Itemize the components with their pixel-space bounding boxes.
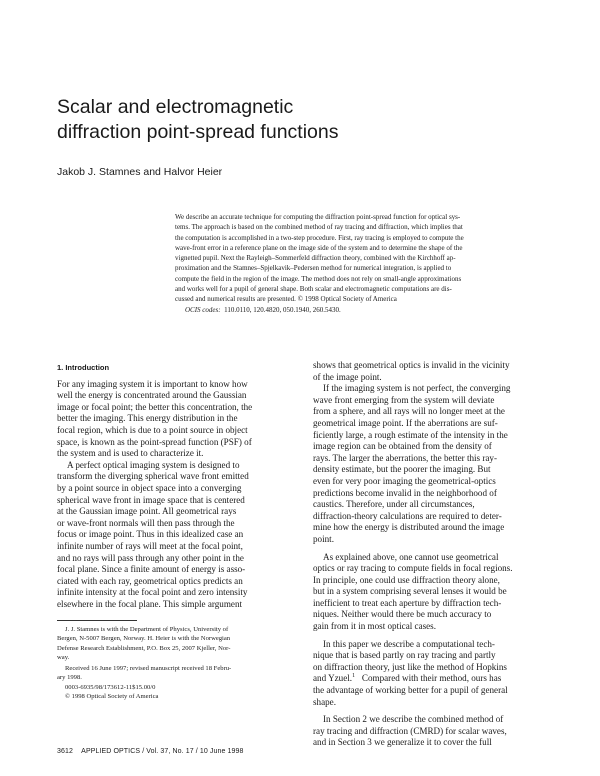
text-line: space, is known as the point-spread function (PSF) of: [57, 436, 252, 447]
text-line: niques. Neither would there be much accuracy to: [313, 609, 492, 620]
footnote-line: ary 1998.: [57, 674, 82, 682]
abstract-line: compute the field in the region of the image. The method does not rely on small-angle approximations: [175, 274, 462, 283]
text-line: optics or ray tracing to compute fields in focal regions.: [313, 563, 513, 574]
footnote-line: Received 16 June 1997; revised manuscript received 18 Febru-: [65, 665, 232, 673]
ocis-codes: [175, 305, 553, 315]
text-line: on diffraction theory, just like the method of Hopkins: [313, 661, 507, 672]
paragraph: [313, 360, 551, 383]
title-line-2: diffraction point-spread functions: [57, 121, 339, 143]
text-line: For any imaging system it is important to know how: [57, 378, 248, 389]
page-footer: [57, 748, 243, 755]
text-line: infinite number of rays will meet at the focal point,: [57, 540, 243, 551]
paragraph: [57, 460, 295, 611]
text-line: from a sphere, and all rays will no longer meet at the: [313, 406, 505, 417]
text-line: rays. The larger the aberrations, the better this ray-: [313, 452, 497, 463]
abstract-line: wave-front error in a reference plane on the image side of the system and to determine the shape of the: [175, 243, 463, 252]
text-line: even for very poor imaging the geometrical-optics: [313, 475, 496, 486]
text-line: geometrical image point. If the aberrations are suf-: [313, 417, 498, 428]
text-line: focal region, which is due to a point source in object: [57, 424, 248, 435]
text-line: but in a system comprising several lenses it would be: [313, 586, 507, 597]
text-line: well the energy is concentrated around the Gaussian: [57, 390, 247, 401]
text-line: In principle, one could use diffraction theory alone,: [313, 574, 500, 585]
right-column: [313, 360, 551, 749]
footnote-line: J. J. Stamnes is with the Department of Physics, University of: [65, 626, 229, 633]
text-line: ficiently large, a rough estimate of the intensity in the: [313, 429, 508, 440]
text-line: spherical wave front in image space that is centered: [57, 494, 245, 505]
text-line: mine how the energy is distributed around the image: [313, 522, 505, 533]
text-line: by a point source in object space into a converging: [57, 482, 242, 493]
abstract: [175, 212, 553, 315]
title-line-1: Scalar and electromagnetic: [57, 96, 294, 118]
text-line: wave front emerging from the system will deviate: [313, 394, 495, 405]
text-line: shows that geometrical optics is invalid in the vicinity: [313, 360, 510, 370]
text-line: ray tracing and diffraction (CMRD) for scalar waves,: [313, 725, 507, 736]
paragraph: [313, 383, 551, 545]
text-line: focus or image point. Thus in this idealized case an: [57, 529, 244, 540]
footnote-line: © 1998 Optical Society of America: [65, 693, 159, 701]
text-line: image region can be obtained from the density of: [313, 441, 492, 452]
footnote-line: Bergen, N-5007 Bergen, Norway. H. Heier is with the Norwegian: [57, 635, 231, 643]
footnote-divider: [57, 620, 137, 621]
text-fragment: and Yzuel.: [313, 673, 353, 684]
text-line: or wave-front normals will then pass through the: [57, 517, 235, 528]
page-number: 3612: [57, 748, 73, 755]
text-line: infinite intensity at the focal point and zero intensity: [57, 587, 248, 598]
text-line: ciated with each ray, geometrical optics predicts an: [57, 575, 243, 586]
paragraph: [313, 639, 551, 709]
text-line: better the imaging. This energy distribution in the: [57, 413, 238, 424]
text-line: nique that is based partly on ray tracing and partly: [313, 650, 496, 661]
text-line: caustics. Therefore, under all circumstances,: [313, 499, 475, 510]
text-line: transform the diverging spherical wave front emitted: [57, 471, 249, 482]
paragraph: [313, 714, 551, 749]
abstract-line: vignetted pupil. Next the Rayleigh–Sommerfeld diffraction theory, combined with the Kirchhoff ap-: [175, 254, 456, 263]
text-line: If the imaging system is not perfect, the converging: [323, 383, 511, 394]
abstract-line: We describe an accurate technique for computing the diffraction point-spread function for optical sys-: [175, 213, 461, 221]
paragraph: [57, 379, 295, 460]
abstract-line: proximation and the Stamnes–Spjelkavik–Pedersen method for numerical integration, is applied to: [175, 264, 452, 273]
text-line: In Section 2 we describe the combined method of: [323, 714, 504, 725]
text-line: focal plane. Since a finite amount of energy is asso-: [57, 564, 246, 575]
text-line: predictions become invalid in the neighborhood of: [313, 487, 497, 498]
text-line: diffraction-theory calculations are required to deter-: [313, 510, 502, 521]
left-column: [57, 362, 295, 610]
paper-title: [57, 95, 477, 145]
text-line: A perfect optical imaging system is designed to: [67, 459, 240, 470]
footnote-line: 0003-6935/98/173612-11$15.00/0: [65, 683, 156, 691]
text-line: As explained above, one cannot use geometrical: [323, 551, 499, 562]
citation-1: 1: [352, 673, 356, 680]
section-heading: 1. Introduction: [57, 363, 110, 372]
abstract-line: the computation is accomplished in a two-step procedure. First, ray tracing is employed to compute the: [175, 233, 464, 242]
journal-citation: APPLIED OPTICS / Vol. 37, No. 17 / 10 June 1998: [81, 748, 244, 755]
text-line: the advantage of working better for a pupil of general: [313, 685, 508, 696]
ocis-values: 110.0110, 120.4820, 050.1940, 260.5430.: [224, 305, 341, 314]
text-fragment: Compared with their method, ours has: [361, 673, 502, 684]
abstract-line: and works well for a pupil of general shape. Both scalar and electromagnetic computations are dis-: [175, 285, 452, 294]
abstract-line: cussed and numerical results are presented. © 1998 Optical Society of America: [175, 295, 397, 304]
text-line: shape.: [313, 696, 336, 707]
text-line: the system and is used to characterize it.: [57, 448, 204, 459]
footnote-line: Defense Research Establishment, P.O. Box 25, 2007 Kjeller, Nor-: [57, 644, 231, 652]
text-line: elsewhere in the focal plane. This simple argument: [57, 598, 243, 609]
footnote-line: way.: [57, 653, 70, 661]
text-line: image or focal point; the better this concentration, the: [57, 401, 253, 412]
text-line: inefficient to treat each aperture by diffraction tech-: [313, 597, 502, 608]
paragraph: [313, 552, 551, 633]
abstract-line: tems. The approach is based on the combined method of ray tracing and diffraction, which implies that: [175, 223, 463, 232]
text-line: and in Section 3 we generalize it to cover the full: [313, 737, 492, 748]
ocis-label: OCIS codes:: [185, 305, 221, 314]
text-line: In this paper we describe a computational tech-: [323, 638, 495, 649]
text-line: gain from it in most optical cases.: [313, 621, 436, 632]
author-list: Jakob J. Stamnes and Halvor Heier: [57, 166, 223, 178]
text-line: of the image point.: [313, 371, 382, 382]
text-line: and no rays will pass through any other point in the: [57, 552, 244, 563]
footnotes: [57, 625, 297, 701]
text-line: [313, 673, 551, 685]
text-line: density estimate, but the poorer the imaging. But: [313, 464, 491, 475]
text-line: point.: [313, 533, 334, 544]
text-line: at the Gaussian image point. All geometrical rays: [57, 506, 237, 517]
